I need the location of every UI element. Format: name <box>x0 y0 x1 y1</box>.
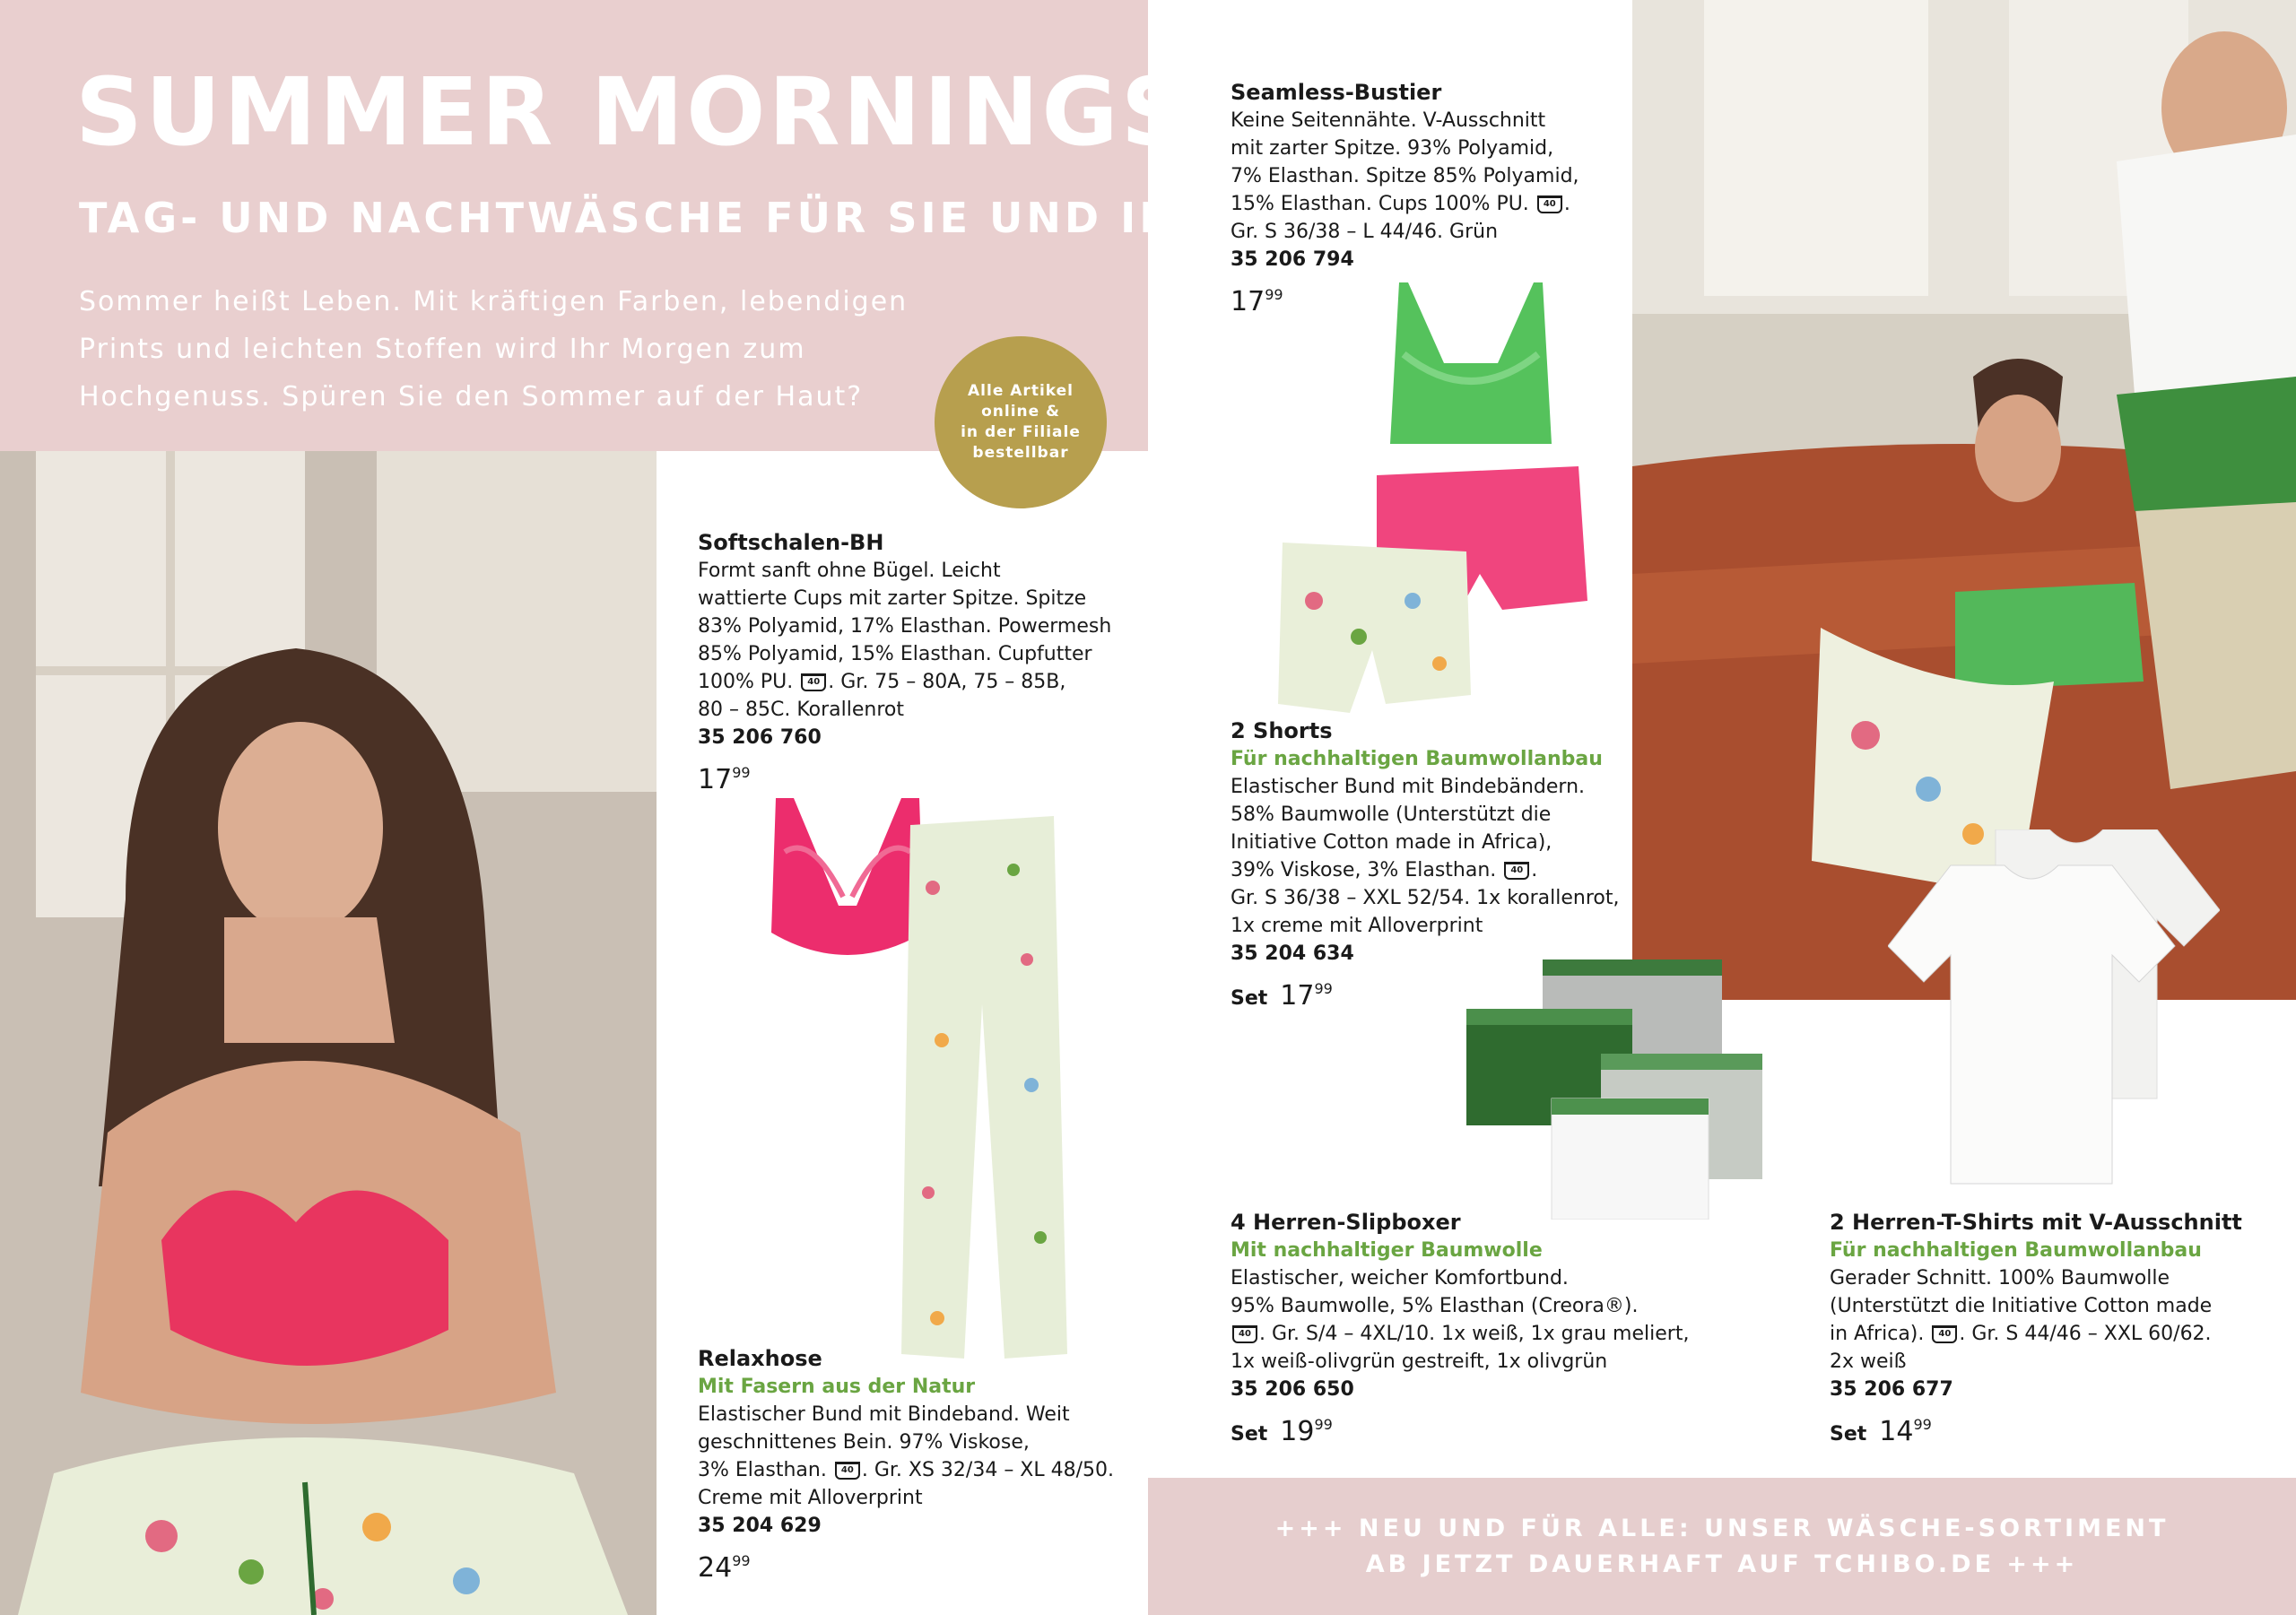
product-description: . Gr. XS 32/34 – XL 48/50. <box>861 1459 1115 1481</box>
model-photo-left <box>0 451 657 1615</box>
intro-text: Sommer heißt Leben. Mit kräftigen Farben, lebendigen Prints und leichten Stoffen wird Ihr Morgen zum Hochgenuss. Spüren Sie den Sommer auf der Haut? <box>79 286 909 412</box>
product-name: 2 Shorts <box>1231 718 1333 743</box>
price <box>1231 973 1625 1015</box>
wash-care-icon: 40 <box>1504 862 1529 880</box>
badge-line: in der Filiale <box>961 423 1081 441</box>
product-name: Seamless-Bustier <box>1231 80 1442 105</box>
price-main: 14 <box>1879 1416 1914 1447</box>
article-number: 35 204 629 <box>698 1515 822 1537</box>
product-4-herren-slipboxer <box>1231 1209 1697 1451</box>
price <box>1830 1409 2283 1451</box>
product-description: Elastischer Bund mit Bindeband. Weit <box>698 1403 1070 1426</box>
product-description: Initiative Cotton made in Africa), <box>1231 831 1552 854</box>
product-description: . Gr. 75 – 80A, 75 – 85B, <box>828 671 1066 693</box>
price-main: 19 <box>1280 1416 1315 1447</box>
eco-label: Für nachhaltigen Baumwollanbau <box>1830 1239 2202 1262</box>
product-description: 2x weiß <box>1830 1350 1907 1373</box>
product-description: 85% Polyamid, 15% Elasthan. Cupfutter <box>698 643 1092 665</box>
product-description: 83% Polyamid, 17% Elasthan. Powermesh <box>698 615 1112 638</box>
set-label: Set <box>1231 1423 1268 1446</box>
product-name: 4 Herren-Slipboxer <box>1231 1210 1461 1235</box>
badge-line: online & <box>981 403 1060 421</box>
product-description: Gr. S 36/38 – XXL 52/54. 1x korallenrot, <box>1231 887 1620 909</box>
product-description: Gr. S 36/38 – L 44/46. Grün <box>1231 221 1499 243</box>
product-2-shorts <box>1231 717 1625 1015</box>
wash-care-icon: 40 <box>835 1462 860 1480</box>
product-description: 95% Baumwolle, 5% Elasthan (Creora®). <box>1231 1295 1639 1317</box>
eco-label: Für nachhaltigen Baumwollanbau <box>1231 748 1603 770</box>
promo-banner <box>1148 1478 2296 1615</box>
product-description: Creme mit Alloverprint <box>698 1487 923 1509</box>
relaxhose-image <box>888 816 1076 1363</box>
product-description: Elastischer, weicher Komfortbund. <box>1231 1267 1569 1289</box>
product-2-herren-t-shirts <box>1830 1209 2283 1451</box>
badge-line: Alle Artikel <box>968 382 1074 400</box>
set-label: Set <box>1231 987 1268 1010</box>
banner-line: +++ NEU UND FÜR ALLE: UNSER WÄSCHE-SORTIMENT <box>1274 1514 2170 1542</box>
product-description: Gerader Schnitt. 100% Baumwolle <box>1830 1267 2170 1289</box>
tshirts-image <box>1888 829 2220 1188</box>
product-description: 100% PU. <box>698 671 794 693</box>
price-main: 17 <box>1280 980 1315 1012</box>
price-cents: 99 <box>1913 1416 1932 1433</box>
wash-care-icon: 40 <box>1537 195 1562 213</box>
page-subtitle: TAG- UND NACHTWÄSCHE FÜR SIE UND IHN <box>79 194 1216 242</box>
price <box>1231 279 1625 318</box>
product-description: 1x weiß-olivgrün gestreift, 1x olivgrün <box>1231 1350 1608 1373</box>
article-number: 35 206 760 <box>698 726 822 749</box>
price-cents: 99 <box>732 1552 751 1569</box>
eco-label: Mit nachhaltiger Baumwolle <box>1231 1239 1543 1262</box>
page-title: SUMMER MORNINGS <box>75 57 1191 167</box>
price-main: 17 <box>698 764 733 795</box>
banner-line: AB JETZT DAUERHAFT AUF TCHIBO.DE +++ <box>1365 1550 2079 1578</box>
wash-care-icon: 40 <box>1932 1325 1957 1343</box>
product-description: . <box>1563 193 1570 215</box>
product-description: 1x creme mit Alloverprint <box>1231 915 1483 937</box>
article-number: 35 204 634 <box>1231 942 1354 965</box>
price-cents: 99 <box>732 764 751 781</box>
wash-care-icon: 40 <box>1232 1325 1257 1343</box>
product-description: mit zarter Spitze. 93% Polyamid, <box>1231 137 1554 160</box>
product-description: . <box>1531 859 1538 881</box>
shorts-image <box>1278 466 1587 713</box>
product-description: Formt sanft ohne Bügel. Leicht <box>698 560 1001 582</box>
product-description: (Unterstützt die Initiative Cotton made <box>1830 1295 2213 1317</box>
price <box>1231 1409 1697 1451</box>
product-description: 58% Baumwolle (Unterstützt die <box>1231 803 1552 826</box>
wash-care-icon: 40 <box>801 673 826 691</box>
product-description: . Gr. S/4 – 4XL/10. 1x weiß, 1x grau meliert, <box>1259 1323 1690 1345</box>
product-description: 3% Elasthan. <box>698 1459 827 1481</box>
product-description: 80 – 85C. Korallenrot <box>698 699 904 721</box>
product-seamless-bustier <box>1231 79 1625 318</box>
product-description: 7% Elasthan. Spitze 85% Polyamid, <box>1231 165 1579 187</box>
article-number: 35 206 794 <box>1231 248 1354 271</box>
product-description: 39% Viskose, 3% Elasthan. <box>1231 859 1497 881</box>
price-cents: 99 <box>1314 980 1333 997</box>
product-description: Elastischer Bund mit Bindebändern. <box>1231 776 1586 798</box>
price <box>698 757 1119 796</box>
product-name: 2 Herren-T-Shirts mit V-Ausschnitt <box>1830 1210 2242 1235</box>
availability-badge <box>935 336 1107 508</box>
article-number: 35 206 650 <box>1231 1378 1354 1401</box>
product-description: in Africa). <box>1830 1323 1925 1345</box>
badge-line: bestellbar <box>972 444 1069 462</box>
product-description: 15% Elasthan. Cups 100% PU. <box>1231 193 1529 215</box>
eco-label: Mit Fasern aus der Natur <box>698 1376 976 1398</box>
product-description: geschnittenes Bein. 97% Viskose, <box>698 1431 1030 1454</box>
product-name: Softschalen-BH <box>698 530 884 555</box>
product-softschalen-bh <box>698 529 1119 796</box>
price-cents: 99 <box>1314 1416 1333 1433</box>
product-name: Relaxhose <box>698 1346 822 1371</box>
price-main: 17 <box>1231 286 1265 317</box>
price-main: 24 <box>698 1552 733 1584</box>
set-label: Set <box>1830 1423 1867 1446</box>
product-description: wattierte Cups mit zarter Spitze. Spitze <box>698 587 1087 610</box>
product-description: Keine Seitennähte. V-Ausschnitt <box>1231 109 1546 132</box>
product-relaxhose <box>698 1345 1128 1585</box>
product-description: . Gr. S 44/46 – XXL 60/62. <box>1959 1323 2212 1345</box>
price-cents: 99 <box>1265 286 1283 303</box>
price <box>698 1545 1128 1585</box>
article-number: 35 206 677 <box>1830 1378 1953 1401</box>
